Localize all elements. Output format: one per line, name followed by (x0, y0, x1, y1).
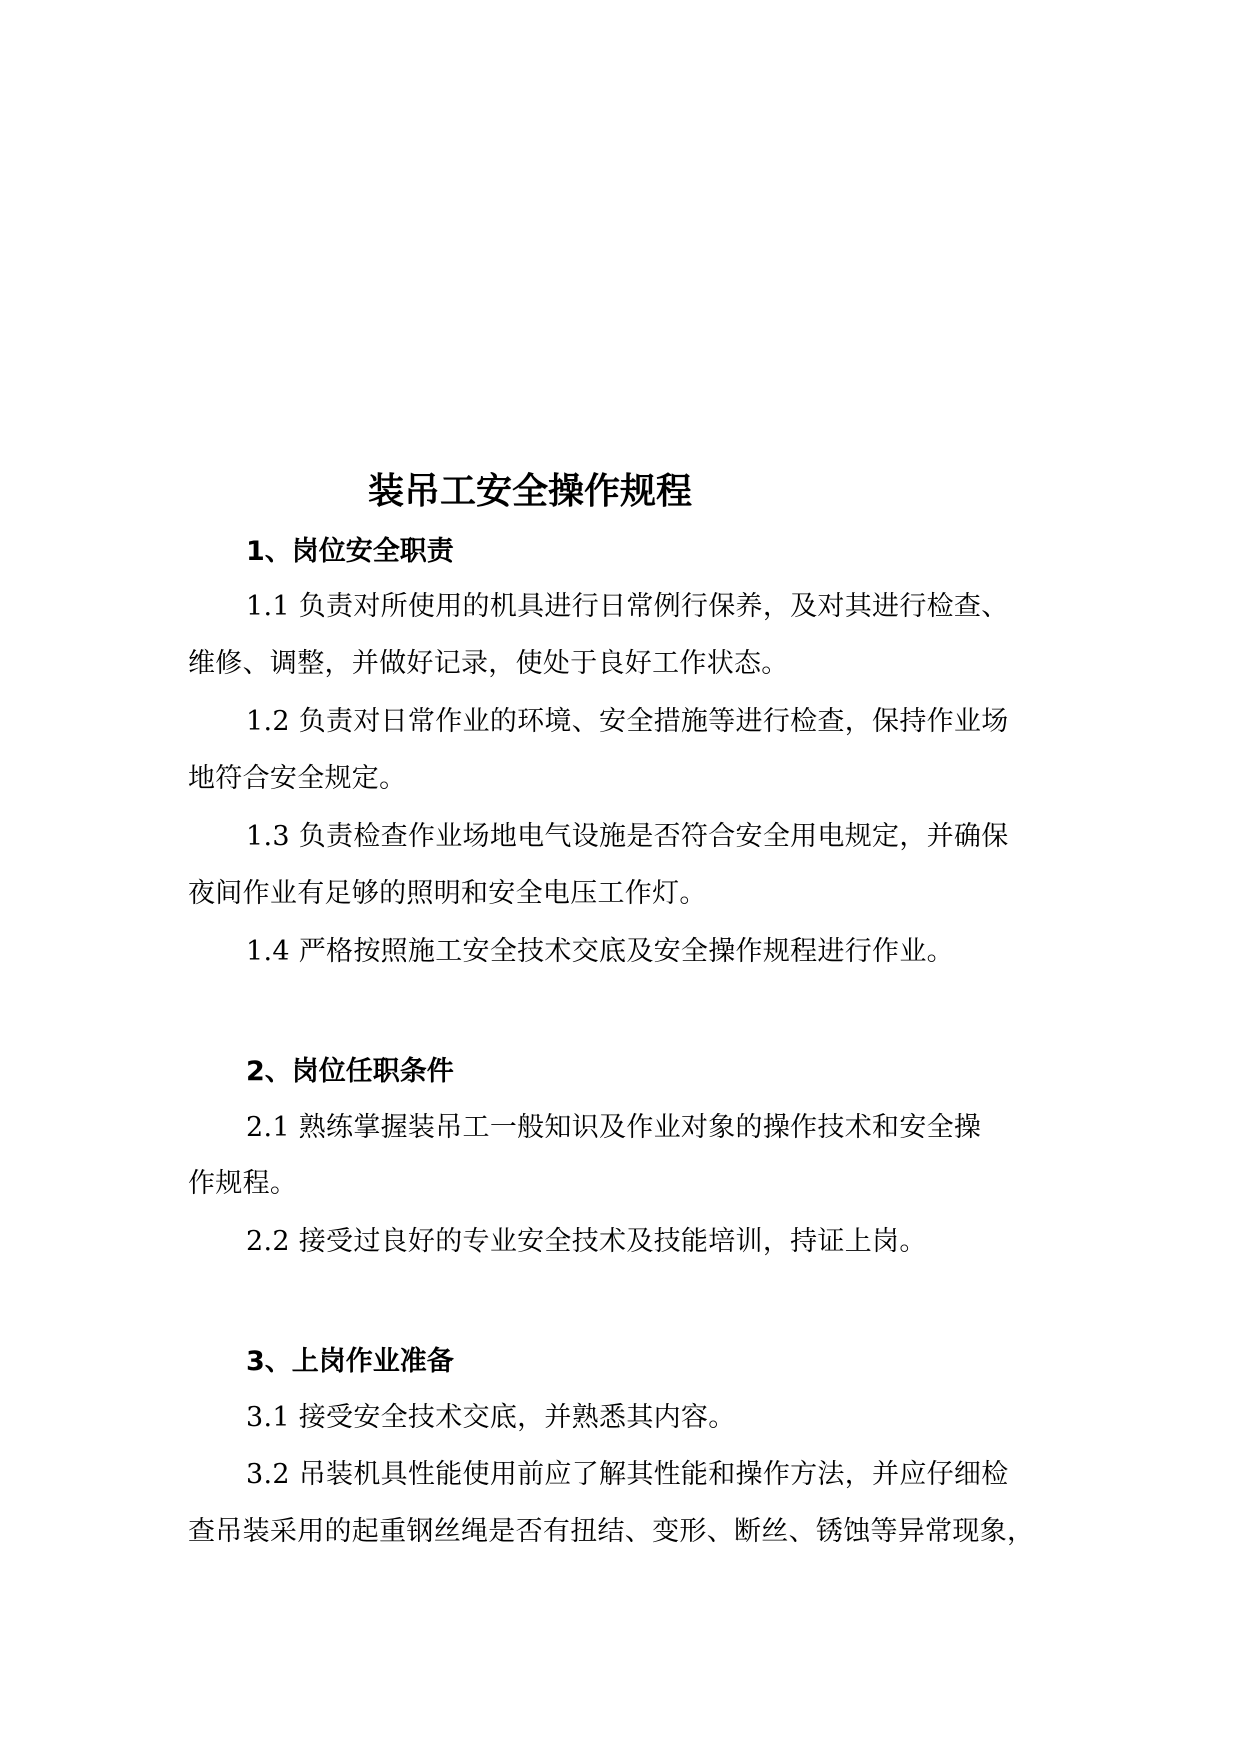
paragraph-2-1-line-1: 2.1 熟练掌握装吊工一般知识及作业对象的操作技术和安全操 (246, 1112, 982, 1143)
document-title: 装吊工安全操作规程 (368, 471, 693, 512)
section-heading-3: 3、上岗作业准备 (246, 1346, 454, 1377)
paragraph-3-2-line-2: 查吊装采用的起重钢丝绳是否有扭结、变形、断丝、锈蚀等异常现象， (188, 1516, 1035, 1547)
paragraph-1-4-line-1: 1.4 严格按照施工安全技术交底及安全操作规程进行作业。 (246, 936, 954, 967)
paragraph-3-1-line-1: 3.1 接受安全技术交底，并熟悉其内容。 (246, 1402, 736, 1433)
paragraph-1-2-line-2: 地符合安全规定。 (188, 763, 407, 794)
paragraph-1-3-line-2: 夜间作业有足够的照明和安全电压工作灯。 (188, 878, 707, 909)
paragraph-2-1-line-2: 作规程。 (188, 1168, 298, 1199)
paragraph-2-2-line-1: 2.2 接受过良好的专业安全技术及技能培训，持证上岗。 (246, 1226, 927, 1257)
section-heading-1: 1、岗位安全职责 (246, 536, 454, 567)
section-heading-2: 2、岗位任职条件 (246, 1056, 454, 1087)
paragraph-1-1-line-2: 维修、调整，并做好记录，使处于良好工作状态。 (188, 648, 789, 679)
paragraph-1-3-line-1: 1.3 负责检查作业场地电气设施是否符合安全用电规定，并确保 (246, 821, 1009, 852)
paragraph-1-2-line-1: 1.2 负责对日常作业的环境、安全措施等进行检查，保持作业场 (246, 706, 1009, 737)
paragraph-3-2-line-1: 3.2 吊装机具性能使用前应了解其性能和操作方法，并应仔细检 (246, 1459, 1009, 1490)
paragraph-1-1-line-1: 1.1 负责对所使用的机具进行日常例行保养，及对其进行检查、 (246, 591, 1009, 622)
